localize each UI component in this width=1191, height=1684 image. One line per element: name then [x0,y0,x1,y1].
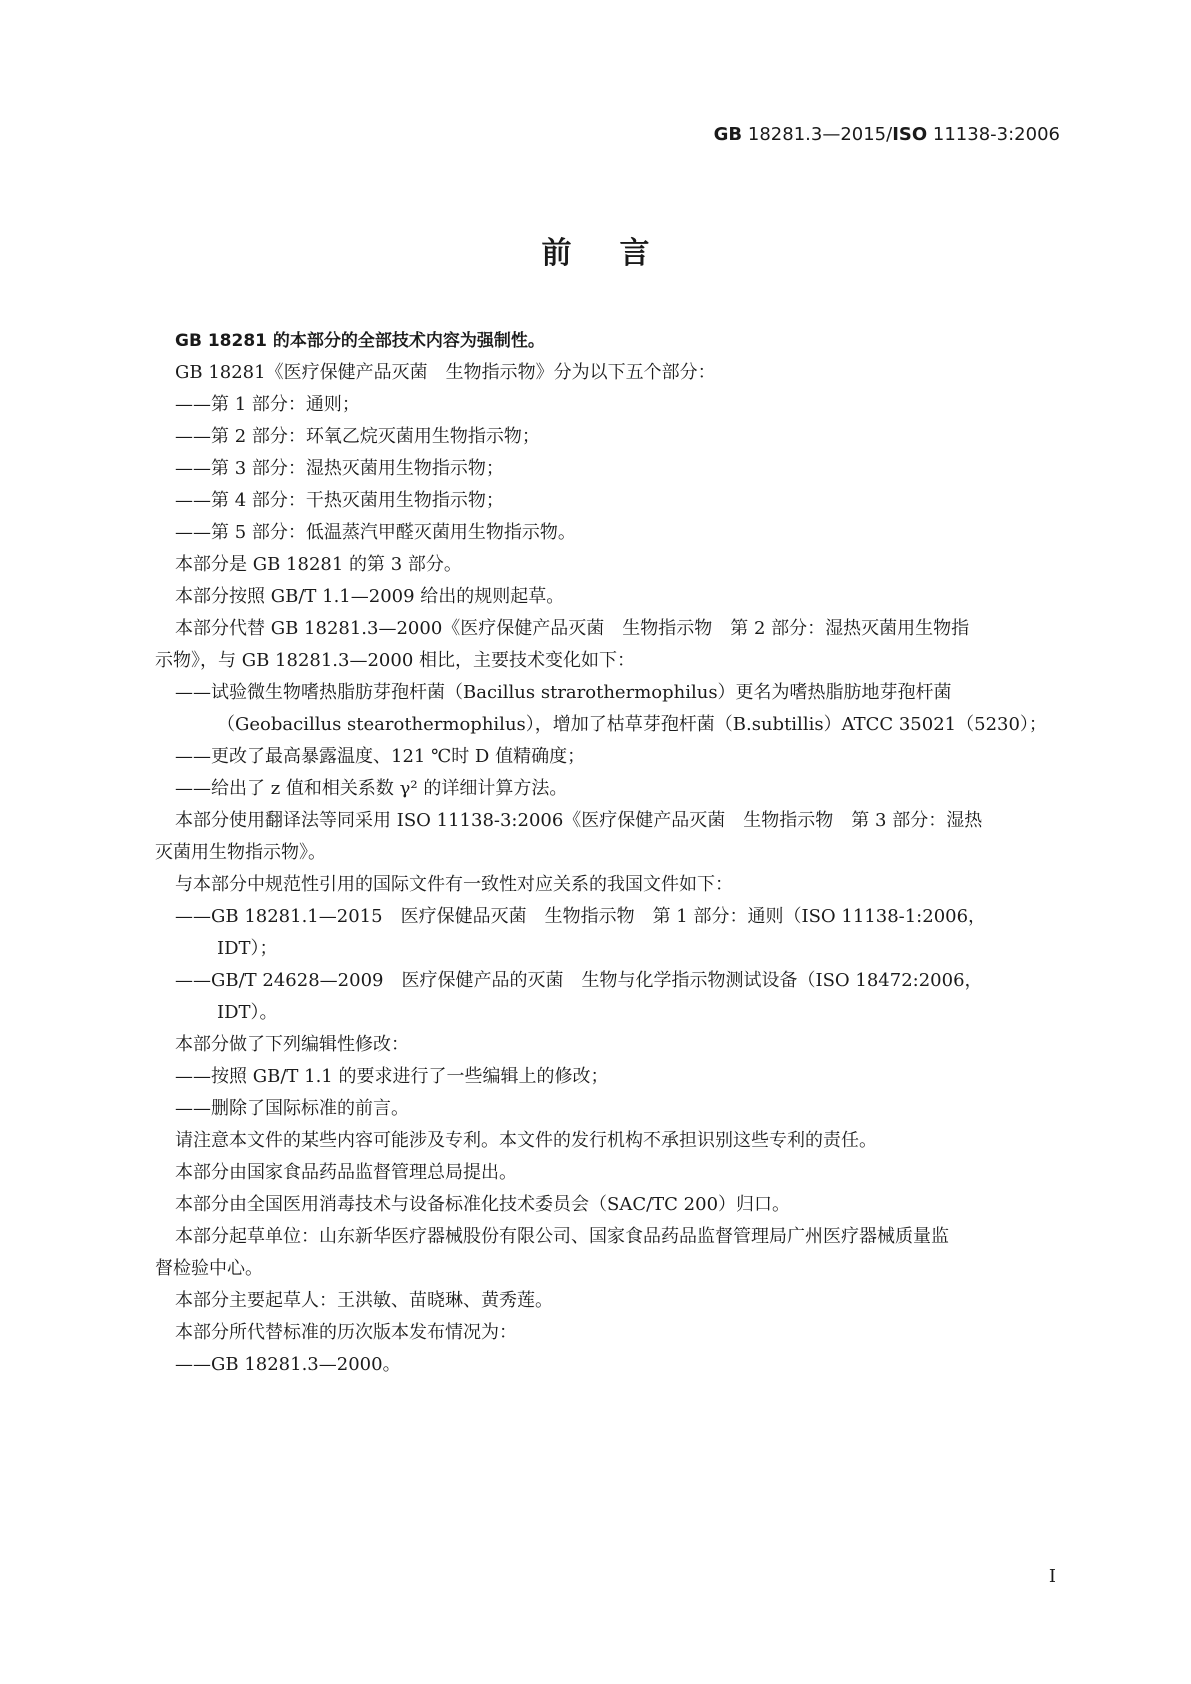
text-line: ——删除了国际标准的前言。 [175,1098,409,1119]
text-line: 本部分所代替标准的历次版本发布情况为： [175,1322,517,1343]
text-line: ——第 2 部分：环氧乙烷灭菌用生物指示物； [175,426,540,447]
text-line: IDT）。 [217,1002,278,1023]
foreword-body [155,325,1055,1381]
text-line: 本部分是 GB 18281 的第 3 部分。 [175,554,462,575]
text-line: 督检验中心。 [155,1258,263,1279]
text-line: 本部分由全国医用消毒技术与设备标准化技术委员会（SAC/TC 200）归口。 [175,1194,791,1215]
text-line: ——GB 18281.1—2015 医疗保健品灭菌 生物指示物 第 1 部分：通则（ISO 11138-1:2006， [175,906,987,927]
text-line: GB 18281《医疗保健产品灭菌 生物指示物》分为以下五个部分： [175,362,716,383]
text-line: 本部分主要起草人：王洪敏、苗晓琳、黄秀莲。 [175,1290,553,1311]
text-line: 本部分起草单位：山东新华医疗器械股份有限公司、国家食品药品监督管理局广州医疗器械质量监 [175,1226,949,1247]
text-line: GB 18281 的本部分的全部技术内容为强制性。 [175,331,545,351]
text-line: ——按照 GB/T 1.1 的要求进行了一些编辑上的修改； [175,1066,609,1087]
page-number: I [1048,1566,1056,1587]
text-line: 灭菌用生物指示物》。 [155,842,326,863]
text-line: ——给出了 z 值和相关系数 γ² 的详细计算方法。 [175,778,568,799]
text-line: ——第 4 部分：干热灭菌用生物指示物； [175,490,504,511]
text-line: 本部分代替 GB 18281.3—2000《医疗保健产品灭菌 生物指示物 第 2 部分：湿热灭菌用生物指 [175,618,970,639]
text-line: 本部分按照 GB/T 1.1—2009 给出的规则起草。 [175,586,565,607]
text-line: ——GB/T 24628—2009 医疗保健产品的灭菌 生物与化学指示物测试设备（ISO 18472:2006， [175,970,983,991]
page-title: 前言 [541,236,698,271]
text-line: 与本部分中规范性引用的国际文件有一致性对应关系的我国文件如下： [175,874,733,895]
text-line: IDT）； [217,938,278,959]
text-line: ——GB 18281.3—2000。 [175,1354,401,1375]
text-line: ——试验微生物嗜热脂肪芽孢杆菌（Bacillus strarothermophilus）更名为嗜热脂肪地芽孢杆菌 [175,682,952,703]
text-line: 本部分做了下列编辑性修改： [175,1034,409,1055]
text-line: ——更改了最高暴露温度、121 ℃时 D 值精确度； [175,746,586,767]
text-line: 请注意本文件的某些内容可能涉及专利。本文件的发行机构不承担识别这些专利的责任。 [175,1130,877,1151]
text-line: ——第 1 部分：通则； [175,394,360,415]
text-line: 本部分使用翻译法等同采用 ISO 11138-3:2006《医疗保健产品灭菌 生物指示物 第 3 部分：湿热 [175,810,983,831]
text-line: 本部分由国家食品药品监督管理总局提出。 [175,1162,517,1183]
text-line: （Geobacillus stearothermophilus），增加了枯草芽孢杆菌（B.subtillis）ATCC 35021（5230）； [217,714,1047,735]
text-line: ——第 5 部分：低温蒸汽甲醛灭菌用生物指示物。 [175,522,576,543]
text-line: ——第 3 部分：湿热灭菌用生物指示物； [175,458,504,479]
standard-code: GB 18281.3—2015/ISO 11138-3:2006 [713,124,1060,145]
text-line: 示物》，与 GB 18281.3—2000 相比，主要技术变化如下： [155,650,636,671]
